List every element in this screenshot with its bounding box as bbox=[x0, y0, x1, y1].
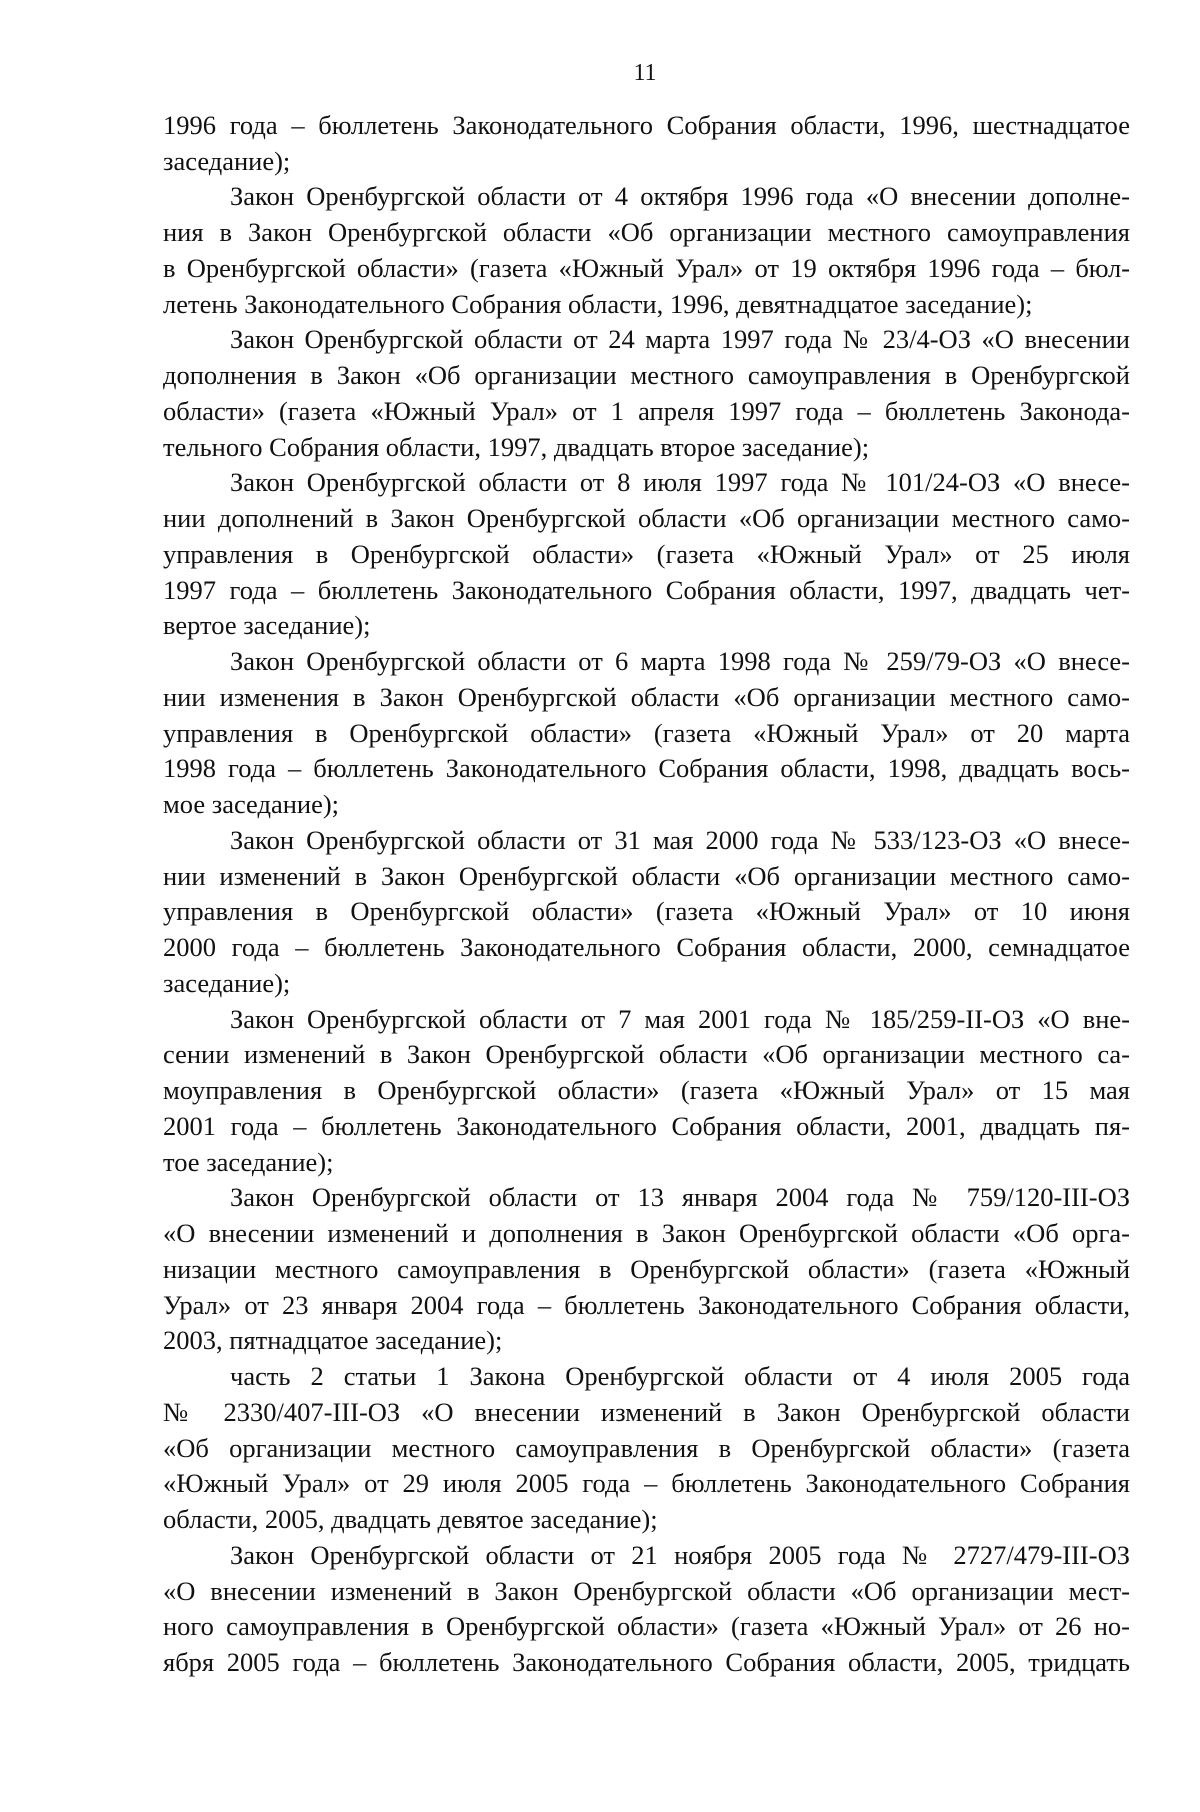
text-line: «О внесении изменений и дополнения в Закон Оренбургской области «Об орга- bbox=[163, 1218, 1130, 1248]
text-line: 1998 года – бюллетень Законодательного Собрания области, 1998, двадцать вось- bbox=[163, 753, 1130, 783]
text-line: моуправления в Оренбургской области» (газета «Южный Урал» от 15 мая bbox=[163, 1075, 1130, 1105]
text-line: Закон Оренбургской области от 21 ноября 2005 года № 2727/479-III-ОЗ bbox=[230, 1540, 1130, 1570]
text-line: № 2330/407-III-ОЗ «О внесении изменений в Закон Оренбургской области bbox=[163, 1397, 1130, 1427]
text-line: нии дополнений в Закон Оренбургской области «Об организации местного само- bbox=[163, 503, 1130, 533]
text-line: дополнения в Закон «Об организации местного самоуправления в Оренбургской bbox=[163, 360, 1130, 390]
text-line: ния в Закон Оренбургской области «Об организации местного самоуправления bbox=[163, 217, 1130, 247]
text-line: 2003, пятнадцатое заседание); bbox=[163, 1325, 503, 1355]
text-line: Закон Оренбургской области от 8 июля 1997 года № 101/24-ОЗ «О внесе- bbox=[230, 467, 1130, 497]
text-line: управления в Оренбургской области» (газета «Южный Урал» от 25 июля bbox=[163, 539, 1130, 569]
text-line: ного самоуправления в Оренбургской области» (газета «Южный Урал» от 26 но- bbox=[163, 1611, 1130, 1641]
text-line: «Об организации местного самоуправления в Оренбургской области» (газета bbox=[163, 1433, 1130, 1463]
text-line: нии изменений в Закон Оренбургской области «Об организации местного само- bbox=[163, 861, 1130, 891]
text-line: области» (газета «Южный Урал» от 1 апреля 1997 года – бюллетень Законода- bbox=[163, 396, 1130, 426]
text-line: сении изменений в Закон Оренбургской области «Об организации местного са- bbox=[163, 1039, 1130, 1069]
text-line: управления в Оренбургской области» (газета «Южный Урал» от 10 июня bbox=[163, 896, 1130, 926]
text-line: области, 2005, двадцать девятое заседание); bbox=[163, 1504, 658, 1534]
page-number: 11 bbox=[633, 60, 657, 86]
text-line: Закон Оренбургской области от 4 октября 1996 года «О внесении дополне- bbox=[230, 181, 1130, 211]
text-line: тельного Собрания области, 1997, двадцать второе заседание); bbox=[163, 432, 870, 462]
text-line: 2001 года – бюллетень Законодательного Собрания области, 2001, двадцать пя- bbox=[163, 1111, 1130, 1141]
text-line: Урал» от 23 января 2004 года – бюллетень Законодательного Собрания области, bbox=[163, 1290, 1130, 1320]
text-line: заседание); bbox=[163, 146, 291, 176]
text-line: Закон Оренбургской области от 6 марта 1998 года № 259/79-ОЗ «О внесе- bbox=[230, 646, 1130, 676]
text-line: Закон Оренбургской области от 24 марта 1997 года № 23/4-ОЗ «О внесении bbox=[230, 324, 1130, 354]
text-line: Закон Оренбургской области от 31 мая 2000 года № 533/123-ОЗ «О внесе- bbox=[230, 825, 1130, 855]
text-line: часть 2 статьи 1 Закона Оренбургской области от 4 июля 2005 года bbox=[230, 1361, 1130, 1391]
text-line: 1996 года – бюллетень Законодательного Собрания области, 1996, шестнадцатое bbox=[163, 110, 1130, 140]
text-line: заседание); bbox=[163, 968, 291, 998]
text-line: низации местного самоуправления в Оренбургской области» (газета «Южный bbox=[163, 1254, 1130, 1284]
text-line: Закон Оренбургской области от 13 января 2004 года № 759/120-III-ОЗ bbox=[230, 1182, 1130, 1212]
text-line: 2000 года – бюллетень Законодательного Собрания области, 2000, семнадцатое bbox=[163, 932, 1130, 962]
text-line: нии изменения в Закон Оренбургской области «Об организации местного само- bbox=[163, 682, 1130, 712]
text-line: тое заседание); bbox=[163, 1147, 334, 1177]
text-line: Закон Оренбургской области от 7 мая 2001 года № 185/259-II-ОЗ «О вне- bbox=[230, 1004, 1130, 1034]
text-line: управления в Оренбургской области» (газета «Южный Урал» от 20 марта bbox=[163, 718, 1130, 748]
text-line: летень Законодательного Собрания области, 1996, девятнадцатое заседание); bbox=[163, 289, 1033, 319]
text-line: «О внесении изменений в Закон Оренбургской области «Об организации мест- bbox=[163, 1576, 1130, 1606]
text-line: 1997 года – бюллетень Законодательного Собрания области, 1997, двадцать чет- bbox=[163, 575, 1130, 605]
text-line: вертое заседание); bbox=[163, 610, 371, 640]
text-line: мое заседание); bbox=[163, 789, 340, 819]
text-line: в Оренбургской области» (газета «Южный Урал» от 19 октября 1996 года – бюл- bbox=[163, 253, 1130, 283]
text-line: ября 2005 года – бюллетень Законодательного Собрания области, 2005, тридцать bbox=[163, 1647, 1130, 1677]
text-line: «Южный Урал» от 29 июля 2005 года – бюллетень Законодательного Собрания bbox=[163, 1468, 1130, 1498]
